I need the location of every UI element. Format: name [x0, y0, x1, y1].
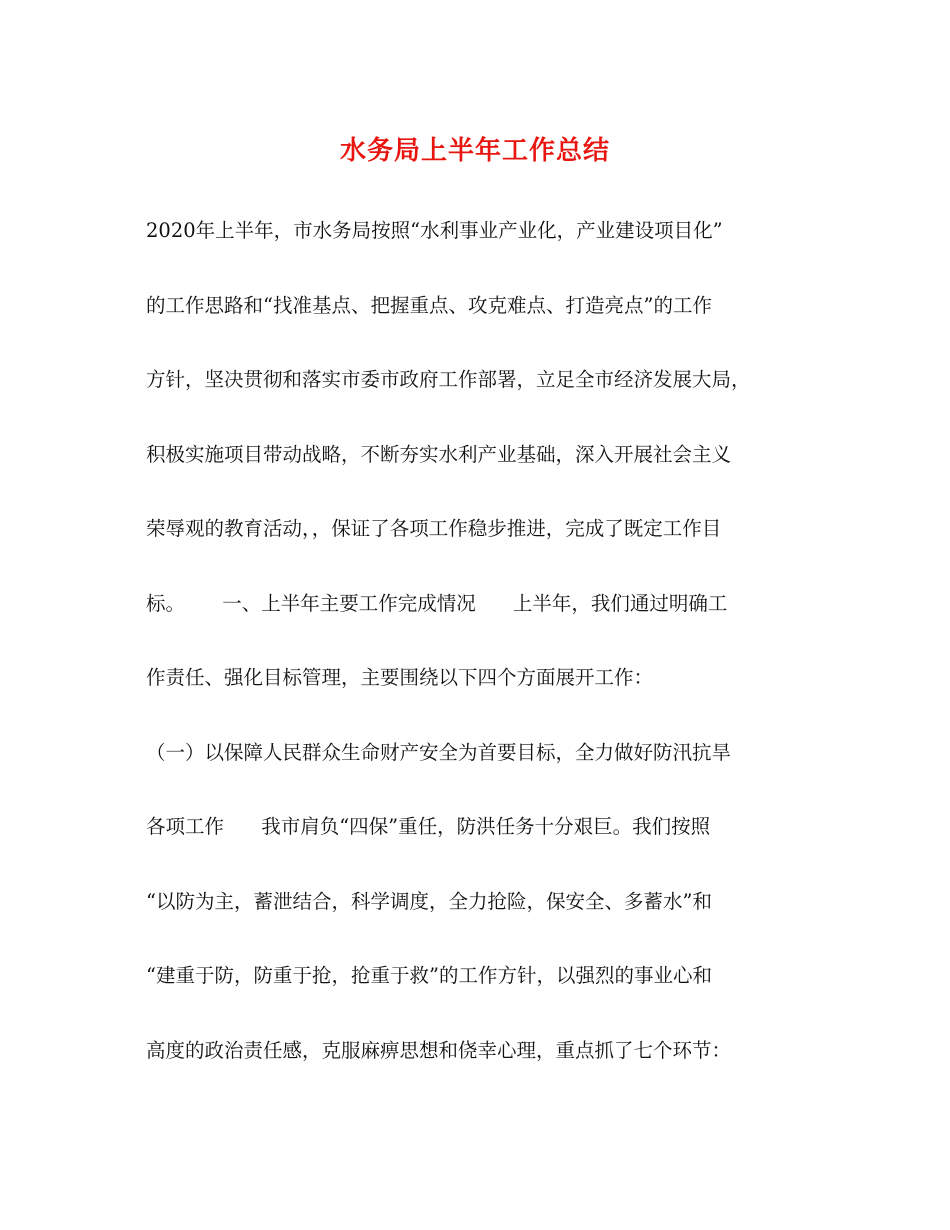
body-line-12: 高度的政治责任感，克服麻痹思想和侥幸心理，重点抓了七个环节：: [146, 1038, 732, 1062]
body-line-3: 方针，坚决贯彻和落实市委市政府工作部署，立足全市经济发展大局，: [146, 368, 751, 391]
body-line-5: 荣辱观的教育活动，，保证了各项工作稳步推进，完成了既定工作目: [146, 517, 722, 540]
body-line-11: “建重于防，防重于抢，抢重于救”的工作方针，以强烈的事业心和: [146, 964, 712, 987]
document-title: 水务局上半年工作总结: [339, 136, 610, 166]
body-line-7: 作责任、强化目标管理，主要围绕以下四个方面展开工作：: [146, 666, 654, 689]
body-line-8: （一）以保障人民群众生命财产安全为首要目标，全力做好防汛抗旱: [146, 740, 732, 764]
body-line-6: 标。 一、上半年主要工作完成情况 上半年，我们通过明确工: [146, 591, 728, 615]
document-body: [146, 216, 806, 1110]
body-line-4: 积极实施项目带动战略，不断夯实水利产业基础，深入开展社会主义: [146, 442, 732, 466]
body-line-9: 各项工作 我市肩负“四保”重任，防洪任务十分艰巨。我们按照: [146, 815, 711, 838]
body-line-1: 2020年上半年，市水务局按照“水利事业产业化，产业建设项目化”: [146, 219, 723, 242]
body-line-10: “以防为主，蓄泄结合，科学调度，全力抢险，保安全、多蓄水”和: [146, 889, 712, 913]
body-line-2: 的工作思路和“找准基点、把握重点、攻克难点、打造亮点”的工作: [146, 293, 712, 317]
